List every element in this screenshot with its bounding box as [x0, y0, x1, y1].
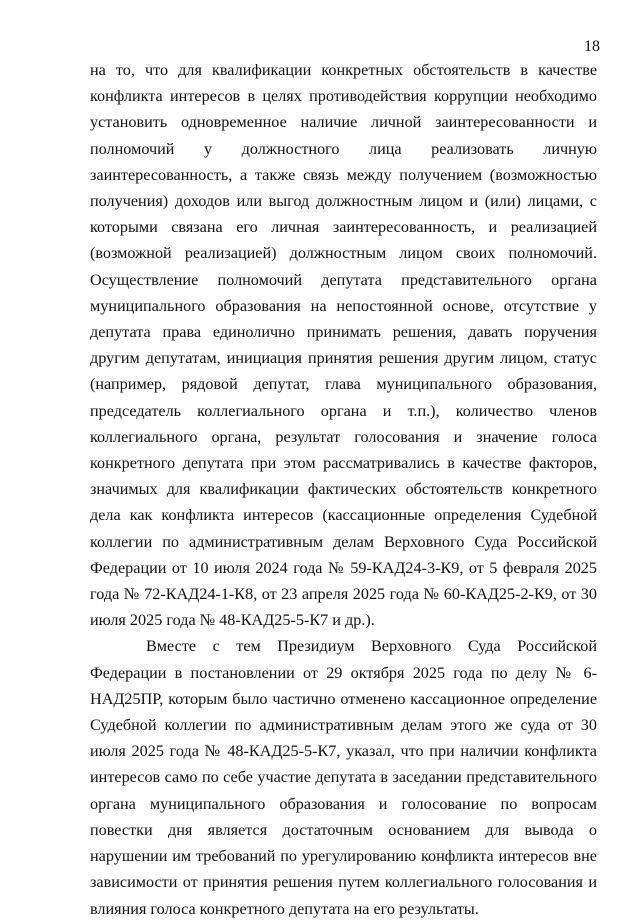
page-number: 18: [584, 38, 600, 55]
paragraph-continuation: на то, что для квалификации конкретных обстоятельств в качестве конфликта интересов в целях противодействия коррупции необходимо установить одновременное наличие личной заинтересованности и полномочий у должностного лица реализовать личную заинтересованность, а также связь между получением (возможностью получения) доходов или выгод должностным лицом и (или) лицами, с которыми связана его личная заинтересованность, и реализацией (возможной реализацией) должностным лицом своих полномочий. Осуществление полномочий депутата представительного органа муниципального образования на непостоянной основе, отсутствие у депутата права единолично принимать решения, давать поручения другим депутатам, инициация принятия решения другим лицом, статус (например, рядовой депутат, глава муниципального образования, председатель коллегиального органа и т.п.), количество членов коллегиального органа, результат голосования и значение голоса конкретного депутата при этом рассматривались в качестве факторов, значимых для квалификации фактических обстоятельств конкретного дела как конфликта интересов (кассационные определения Судебной коллегии по административным делам Верховного Суда Российской Федерации от 10 июля 2024 года № 59-КАД24-3-К9, от 5 февраля 2025 года № 72-КАД24-1-К8, от 23 апреля 2025 года № 60-КАД25-2-К9, от 30 июля 2025 года № 48-КАД25-5-К7 и др.).: [90, 61, 597, 630]
document-text: [90, 57, 597, 922]
paragraph-presidium: Вместе с тем Президиум Верховного Суда Российской Федерации в постановлении от 29 октября 2025 года по делу № 6-НАД25ПР, которым было частично отменено кассационное определение Судебной коллегии по административным делам этого же суда от 30 июля 2025 года № 48-КАД25-5-К7, указал, что при наличии конфликта интересов само по себе участие депутата в заседании представительного органа муниципального образования и голосование по вопросам повестки дня является достаточным основанием для вывода о нарушении им требований по урегулированию конфликта интересов вне зависимости от принятия решения путем коллегиального голосования и влияния голоса конкретного депутата на его результаты.: [90, 637, 597, 918]
